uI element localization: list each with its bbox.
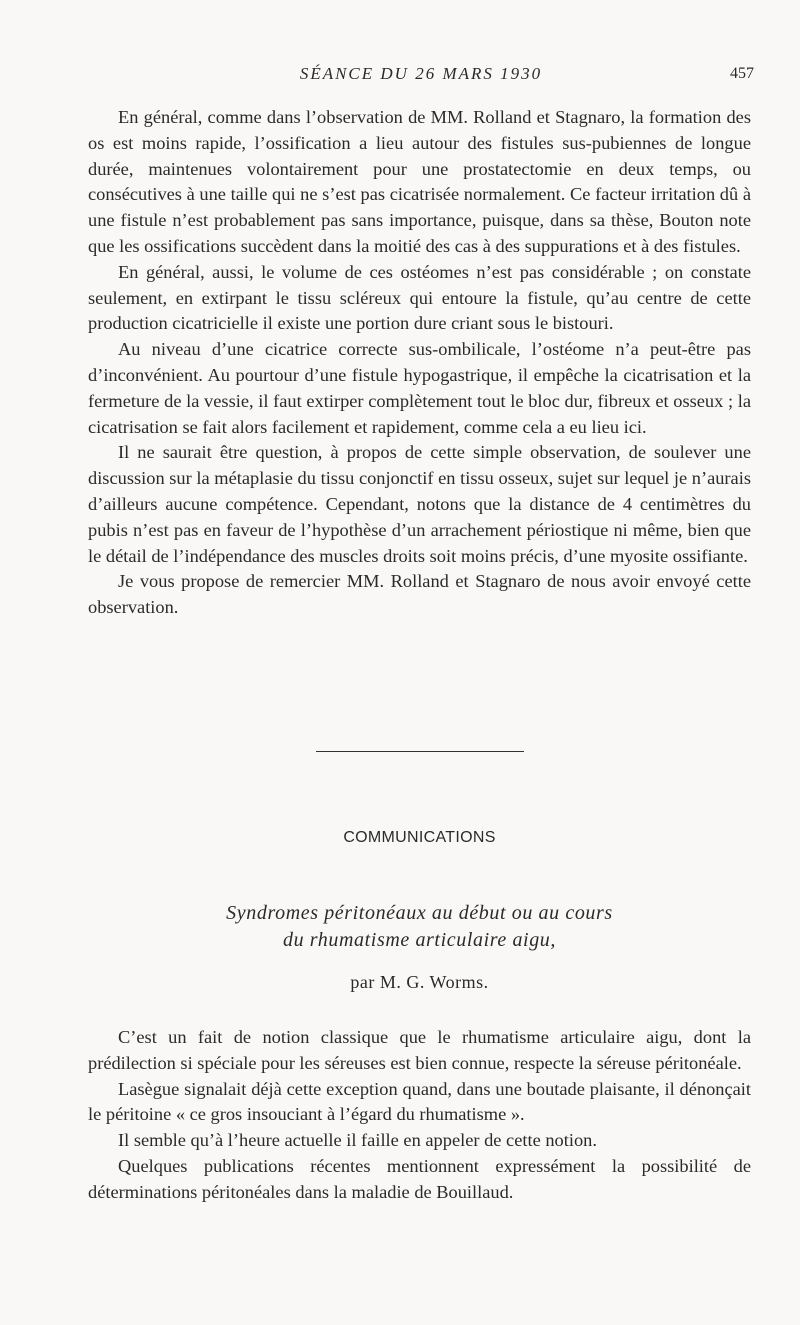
paragraph: Il ne saurait être question, à propos de cette simple observation, de soulever une discussion sur la métaplasie du tissu conjonctif en tissu osseux, sujet sur lequel je n’aurais d’ailleurs aucune compétence. Cependant, notons que la distance de 4 centimètres du pubis n’est pas en faveur de l’hypothèse d’un arrachement périostique ni même, bien que le détail de l’indépendance des muscles droits soit moins précis, d’une myosite ossifiante. [88,442,751,566]
section-divider [316,751,524,752]
paragraph: Au niveau d’une cicatrice correcte sus-ombilicale, l’ostéome n’a peut-être pas d’inconvénient. Au pourtour d’une fistule hypogastrique, il empêche la cicatrisation et la fermeture de la vessie, il faut extirper complètement tout le bloc dur, fibreux et osseux ; la cicatrisation se fait alors facilement et rapidement, comme cela a eu lieu ici. [88,339,751,437]
paragraph: C’est un fait de notion classique que le rhumatisme articulaire aigu, dont la prédilection si spéciale pour les séreuses est bien connue, respecte la séreuse péritonéale. [88,1027,751,1073]
article-byline: par M. G. Worms. [350,972,489,992]
paragraph: En général, aussi, le volume de ces ostéomes n’est pas considérable ; on constate seulement, en extirpant le tissu scléreux qui entoure la fistule, qu’au centre de cette production cicatricielle il existe une portion dure criant sous le bistouri. [88,261,751,334]
page-number: 457 [730,65,754,82]
article-text-block [88,1025,751,1206]
section-heading: COMMUNICATIONS [343,829,496,846]
article-title-line: du rhumatisme articulaire aigu, [282,929,557,951]
article-title-line: Syndromes péritonéaux au début ou au cours [226,902,613,924]
paragraph: En général, comme dans l’observation de MM. Rolland et Stagnaro, la formation des os est moins rapide, l’ossification a lieu autour des fistules sus-pubiennes de longue durée, maintenues volontairement pour une prostatectomie en deux temps, ou consécutives à une taille qui ne s’est pas cicatrisée normalement. Ce facteur irritation dû à une fistule n’est probablement pas sans importance, puisque, dans sa thèse, Bouton note que les ossifications succèdent dans la moitié des cas à des suppurations et à des fistules. [88,107,751,256]
article-title [88,900,751,954]
paragraph: Il semble qu’à l’heure actuelle il faille en appeler de cette notion. [118,1130,597,1151]
paragraph: Quelques publications récentes mentionnent expressément la possibilité de déterminations péritonéales dans la maladie de Bouillaud. [88,1155,751,1202]
intro-text-block [88,105,751,621]
running-header [88,62,754,86]
paragraph: Je vous propose de remercier MM. Rolland et Stagnaro de nous avoir envoyé cette observation. [88,571,751,618]
paragraph: Lasègue signalait déjà cette exception quand, dans une boutade plaisante, il dénonçait le péritoine « ce gros insouciant à l’égard du rhumatisme ». [88,1078,751,1125]
header-title: SÉANCE DU 26 MARS 1930 [299,64,543,83]
